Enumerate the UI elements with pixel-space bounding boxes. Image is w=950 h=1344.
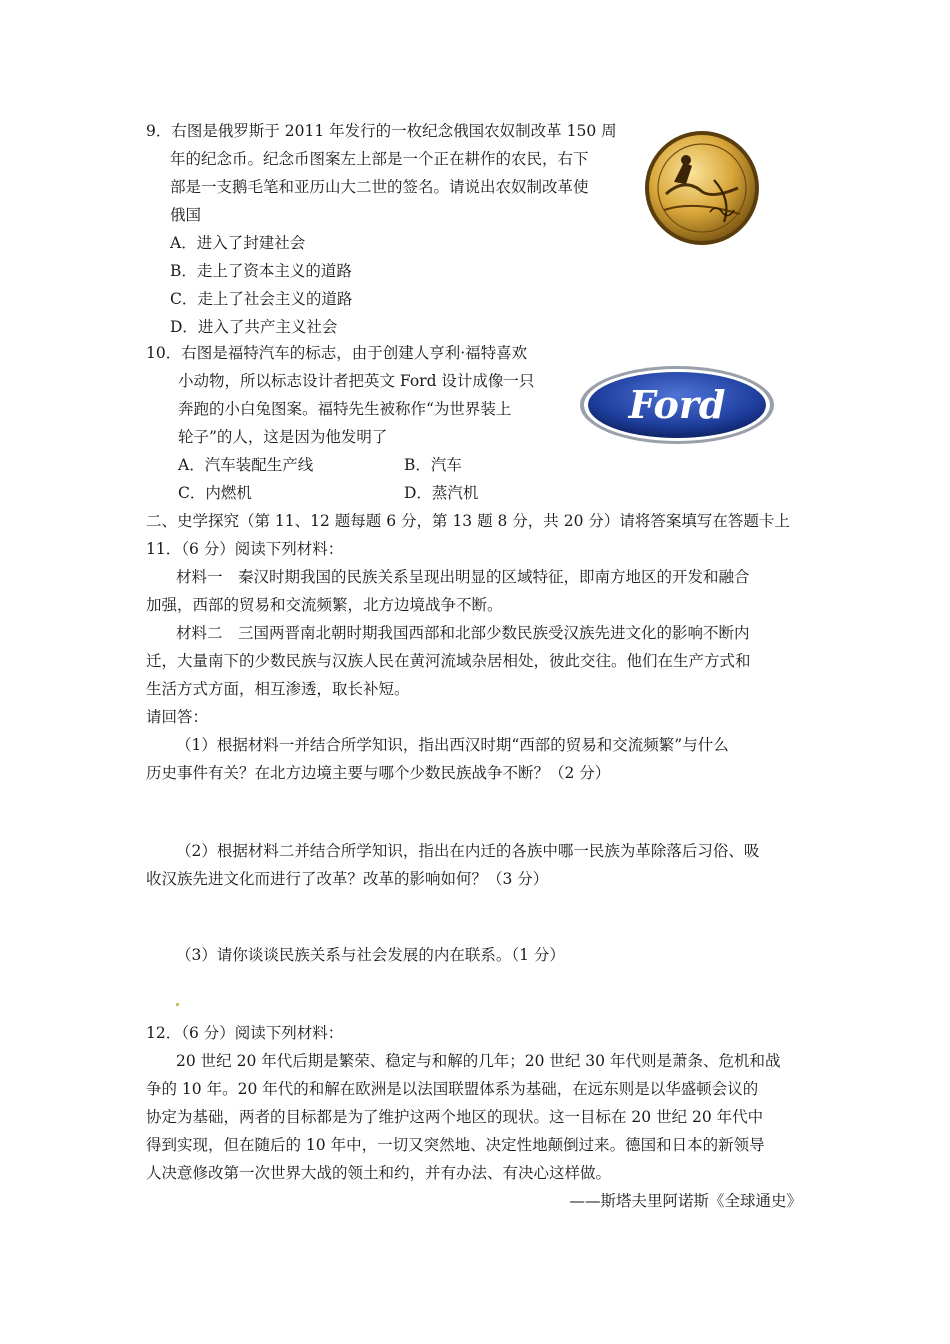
q11-material-2-line-1: 材料二 三国两晋南北朝时期我国西部和北部少数民族受汉族先进文化的影响不断内	[176, 624, 750, 642]
q12-text-line-1: 20 世纪 20 年代后期是繁荣、稳定与和解的几年；20 世纪 30 年代则是萧条、危机和战	[176, 1052, 781, 1070]
ford-logo-text: Ford	[628, 382, 726, 427]
q12-heading: 12．（6 分）阅读下列材料：	[146, 1024, 344, 1042]
q11-part-3: （3）请你谈谈民族关系与社会发展的内在联系。（1 分）	[176, 946, 565, 964]
q9-option-c: C．走上了社会主义的道路	[170, 290, 353, 308]
q10-option-d: D．蒸汽机	[404, 484, 479, 502]
q9-line-1: 9．右图是俄罗斯于 2011 年发行的一枚纪念俄国农奴制改革 150 周	[146, 122, 617, 140]
q10-option-b: B．汽车	[404, 456, 462, 474]
q9-line-3: 部是一支鹅毛笔和亚历山大二世的签名。请说出农奴制改革使	[170, 178, 589, 196]
commemorative-coin-image	[644, 130, 760, 246]
q10-option-c: C．内燃机	[178, 484, 252, 502]
q10-line-3: 奔跑的小白兔图案。福特先生被称作“为世界装上	[178, 400, 512, 418]
section-2-heading: 二、史学探究（第 11、12 题每题 6 分，第 13 题 8 分，共 20 分）请将答案填写在答题卡上	[146, 512, 790, 530]
q11-part-1-line-2: 历史事件有关？在北方边境主要与哪个少数民族战争不断？（2 分）	[146, 764, 611, 782]
q11-heading: 11．（6 分）阅读下列材料：	[146, 540, 344, 558]
q11-prompt: 请回答：	[146, 708, 209, 726]
q9-option-b: B．走上了资本主义的道路	[170, 262, 352, 280]
q9-option-a: A．进入了封建社会	[170, 234, 306, 252]
q12-text-line-4: 得到实现，但在随后的 10 年中，一切又突然地、决定性地颠倒过来。德国和日本的新领导	[146, 1136, 765, 1154]
q10-line-2: 小动物，所以标志设计者把英文 Ford 设计成像一只	[178, 372, 535, 390]
q9-option-d: D．进入了共产主义社会	[170, 318, 338, 336]
ford-logo-image	[578, 364, 776, 446]
q11-material-1-line-1: 材料一 秦汉时期我国的民族关系呈现出明显的区域特征，即南方地区的开发和融合	[176, 568, 750, 586]
stray-mark	[176, 1003, 179, 1006]
q11-material-2-line-2: 迁，大量南下的少数民族与汉族人民在黄河流域杂居相处，彼此交往。他们在生产方式和	[146, 652, 751, 670]
q12-text-line-3: 协定为基础，两者的目标都是为了维护这两个地区的现状。这一目标在 20 世纪 20 年代中	[146, 1108, 764, 1126]
q9-line-4: 俄国	[170, 206, 202, 224]
q10-line-4: 轮子”的人，这是因为他发明了	[178, 428, 388, 446]
q12-text-line-2: 争的 10 年。20 年代的和解在欧洲是以法国联盟体系为基础，在远东则是以华盛顿会议的	[146, 1080, 759, 1098]
q11-part-2-line-1: （2）根据材料二并结合所学知识，指出在内迁的各族中哪一民族为革除落后习俗、吸	[176, 842, 760, 860]
q12-text-line-5: 人决意修改第一次世界大战的领土和约，并有办法、有决心这样做。	[146, 1164, 612, 1182]
q11-material-2-line-3: 生活方式方面，相互渗透，取长补短。	[146, 680, 410, 698]
q11-part-2-line-2: 收汉族先进文化而进行了改革？改革的影响如何？（3 分）	[146, 870, 549, 888]
q11-material-1-line-2: 加强，西部的贸易和交流频繁，北方边境战争不断。	[146, 596, 503, 614]
q11-part-1-line-1: （1）根据材料一并结合所学知识，指出西汉时期“西部的贸易和交流频繁”与什么	[176, 736, 729, 754]
q10-line-1: 10．右图是福特汽车的标志，由于创建人亨利·福特喜欢	[146, 344, 528, 362]
q10-option-a: A．汽车装配生产线	[178, 456, 314, 474]
q9-line-2: 年的纪念币。纪念币图案左上部是一个正在耕作的农民，右下	[170, 150, 589, 168]
q12-source: ——斯塔夫里阿诺斯《全球通史》	[569, 1192, 802, 1210]
